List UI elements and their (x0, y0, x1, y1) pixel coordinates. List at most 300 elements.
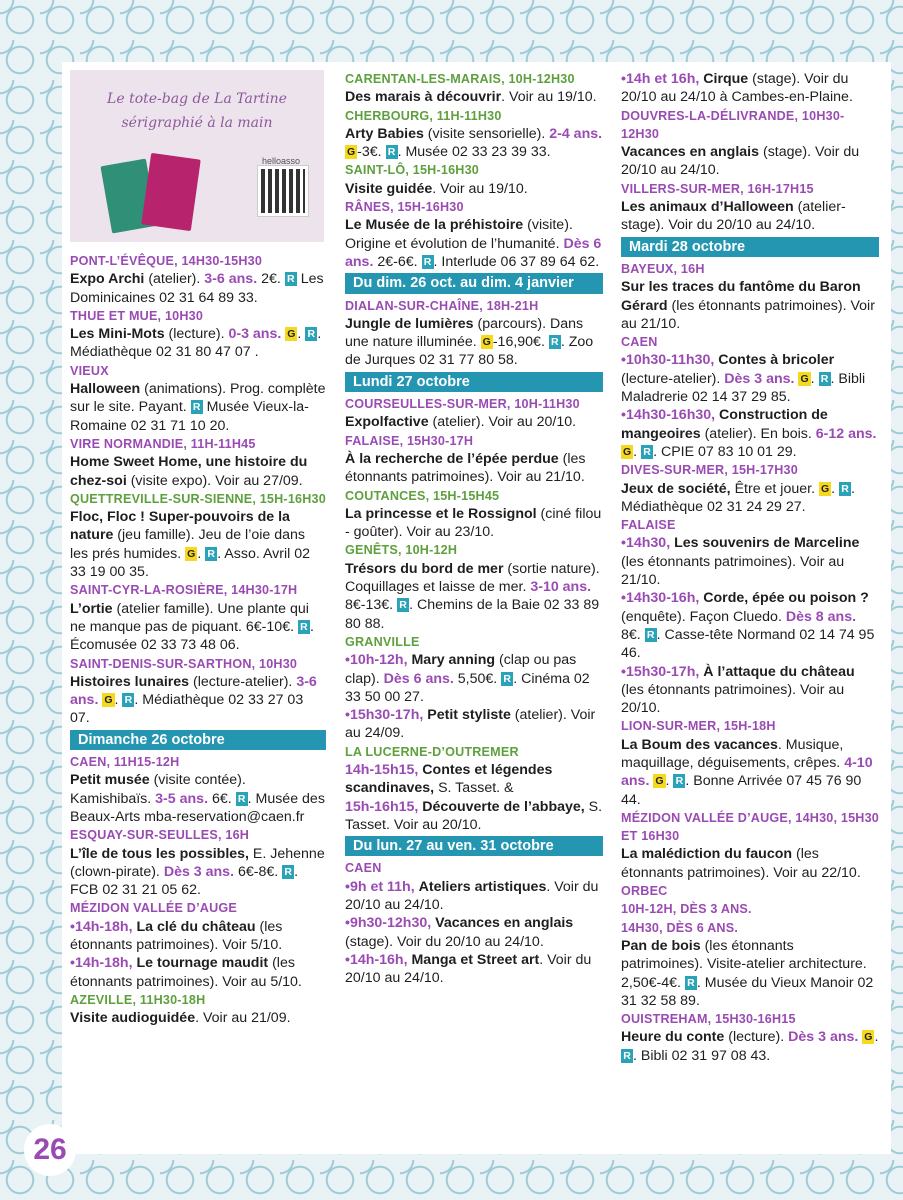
event-entry: Histoires lunaires (lecture-atelier). 3-6 ans. G . R . Médiathèque 02 33 27 03 07. (70, 673, 317, 727)
event-info: -16,90€. (492, 334, 549, 351)
event-desc: . Voir du 20/10 au 24/10. (345, 951, 592, 987)
event-title: La clé du château (136, 918, 256, 935)
event-entry (70, 270, 326, 307)
event-title: Expolfactive (345, 414, 429, 431)
city-heading: GRANVILLE (345, 634, 420, 649)
event-block (345, 395, 603, 432)
event-entry (70, 845, 326, 900)
event-block (621, 333, 879, 461)
city-heading: CAEN (621, 335, 658, 350)
reservation-badge-icon: R (397, 598, 409, 612)
free-badge-icon: G (655, 775, 664, 788)
event-title: Visite guidée (345, 180, 433, 197)
event-time: 10h-12h, (349, 652, 408, 669)
event-entry (345, 560, 603, 633)
event-desc: (les étonnants patrimoines). Visite-atelier architecture. 2,50€-4€. (621, 937, 867, 991)
event-desc: (stage). Voir du 20/10 au 24/10. (621, 144, 860, 179)
event-desc: . Voir au 19/10. (432, 180, 528, 197)
event-desc: (les étonnants patrimoines). Voir au 5/10. (70, 955, 302, 990)
event-title: Découverte de l’abbaye, (422, 798, 585, 815)
event-title: Home Sweet Home, une histoire du chez-soi (70, 454, 308, 489)
event-entry (621, 198, 879, 235)
event-entry: Heure du conte (lecture). Dès 3 ans. G . R . Bibli 02 31 97 08 43. (621, 1029, 879, 1064)
event-title: Halloween (70, 381, 141, 398)
date-bar: Dimanche 26 octobre (70, 730, 326, 750)
event-info: . Zoo de Jurques 02 31 77 80 58. (345, 334, 594, 369)
free-badge-icon: G (347, 146, 356, 159)
city-heading: VIEUX (70, 363, 109, 378)
event-title: Petit styliste (427, 707, 511, 724)
city-heading: BAYEUX, 16H (621, 261, 705, 276)
event-entry (621, 278, 879, 333)
event-desc: (enquête). Façon Cluedo. (621, 608, 786, 625)
city-heading: RÂNES, 15H-16H30 (345, 200, 464, 215)
city-heading: SAINT-DENIS-SUR-SARTHON, 10H30 (70, 656, 298, 671)
event-time: 15h-16h15, (345, 798, 419, 815)
reservation-badge-icon: R (839, 482, 851, 496)
age-range: Dès 3 ans. (788, 1029, 859, 1046)
reservation-badge-icon: R (673, 774, 685, 788)
event-block (345, 198, 603, 271)
city-heading: MÉZIDON VALLÉE D’AUGE (70, 901, 237, 916)
event-desc: (atelier famille). Une plante qui ne manque pas de piquant. 6€-10€. (70, 600, 309, 635)
event-info: -3€. (357, 144, 386, 161)
city-heading: CHERBOURG, 11H-11H30 (345, 108, 502, 123)
event-title: Mary anning (411, 652, 496, 669)
event-title: Manga et Street art (411, 951, 540, 968)
event-title: Sur les traces du fantôme du Baron Gérard (621, 279, 861, 314)
event-desc: (visite sensorielle). (423, 125, 550, 142)
event-desc: . Voir du 20/10 au 24/10. (345, 878, 599, 914)
reservation-badge-icon: R (285, 272, 297, 286)
event-entry (345, 216, 603, 271)
reservation-badge-icon: R (501, 672, 513, 686)
event-info: . Asso. Avril 02 33 19 00 35. (70, 545, 310, 581)
event-desc: (les étonnants patrimoines). Voir au 20/10. (621, 681, 845, 717)
event-info: . Chemins de la Baie 02 33 89 80 88. (345, 597, 600, 632)
event-desc: (animations). Prog. complète sur le site. Payant. (70, 381, 326, 416)
reservation-badge-icon: R (282, 865, 294, 879)
event-time: 14h30, (625, 535, 671, 552)
event-block (621, 260, 879, 333)
event-block (70, 362, 326, 435)
event-desc: . Musique, maquillage, déguisements, crêpes. (621, 736, 845, 771)
free-badge-icon: G (623, 445, 632, 458)
promo-tote-bag (70, 70, 324, 242)
reservation-badge-icon: R (641, 445, 653, 459)
event-title: L’île de tous les possibles, (70, 845, 249, 862)
event-info: . Bonne Arrivée 07 45 76 90 44. (621, 773, 862, 808)
event-title: Visite audioguidée (70, 1010, 196, 1027)
event-info: . Médiathèque 02 33 27 03 07. (70, 692, 304, 727)
event-desc: S. Tasset. Voir au 20/10. (345, 798, 603, 833)
event-block (621, 461, 879, 516)
reservation-badge-icon: R (645, 628, 657, 642)
bullet-dot: • (621, 71, 626, 87)
event-info: . Interlude 06 37 89 64 62. (433, 253, 600, 270)
event-title: Heure du conte (621, 1029, 725, 1046)
bullet-dot: • (621, 352, 626, 369)
city-heading: AZEVILLE, 11H30-18H (70, 992, 206, 1007)
bullet-dot: • (345, 878, 350, 895)
event-block (621, 882, 879, 1010)
reservation-badge-icon: R (298, 620, 310, 634)
event-title: Petit musée (70, 772, 150, 789)
bullet-dot: • (621, 663, 626, 680)
event-desc: (visite). Origine et évolution de l’humanité. (345, 217, 573, 252)
event-desc: (stage). Voir du 20/10 au 24/10 à Cambes-en-Plaine. (621, 71, 853, 106)
age-range: 3-6 ans. (70, 673, 317, 709)
event-title: Cirque (703, 71, 749, 87)
city-heading: DOUVRES-LA-DÉLIVRANDE, 10H30-12H30 (621, 108, 845, 141)
event-block (345, 107, 603, 162)
event-info: . Écomusée 02 33 73 48 06. (70, 618, 314, 654)
event-info: . FCB 02 31 21 05 62. (70, 863, 299, 899)
age-range: 2-4 ans. (549, 125, 603, 142)
city-heading: VILLERS-SUR-MER, 16H-17H15 (621, 181, 814, 196)
helloasso-label: helloasso (262, 156, 301, 166)
event-title: L’ortie (70, 600, 113, 617)
event-block (621, 516, 879, 717)
event-desc: (clap ou pas clap). (345, 652, 577, 687)
time-line: 14H30, DÈS 6 ANS. (621, 920, 739, 935)
event-desc: (ciné filou - goûter). Voir au 23/10. (345, 505, 602, 541)
event-desc: (atelier-stage). Voir du 20/10 au 24/10. (621, 199, 846, 234)
event-block (345, 297, 603, 370)
event-block (70, 899, 326, 990)
event-entry (70, 771, 326, 826)
city-heading: VIRE NORMANDIE, 11H-11H45 (70, 436, 256, 451)
event-entry (345, 315, 603, 370)
city-heading: FALAISE (621, 518, 676, 533)
event-title: Contes à bricoler (718, 352, 835, 369)
age-range: Dès 6 ans. (383, 670, 454, 687)
event-block (345, 859, 603, 987)
city-heading: COUTANCES, 15H-15H45 (345, 488, 500, 503)
event-desc: (les étonnants patrimoines). Voir 5/10. (70, 918, 283, 953)
event-title: Les Mini-Mots (70, 326, 165, 343)
event-desc: E. Jehenne (clown-pirate). (70, 845, 325, 880)
event-entry: Floc, Floc ! Super-pouvoirs de la nature (jeu famille). Jeu de l’oie dans les prés humides. G . R . Asso. Avril 02 33 19 00 35. (70, 509, 310, 581)
event-price: 6€-8€. (234, 863, 283, 880)
event-desc: (stage). Voir du 20/10 au 24/10. (345, 933, 544, 950)
event-desc: (les étonnants patrimoines). Voir au 21/10. (621, 297, 875, 332)
bullet-dot: • (345, 915, 350, 932)
event-info: . Médiathèque 02 31 24 29 27. (621, 480, 855, 515)
event-title: Construction de mangeoires (621, 407, 828, 442)
city-heading: CAEN (345, 861, 382, 876)
event-desc: (visite contée). Kamishibaïs. (70, 772, 246, 807)
reservation-badge-icon: R (205, 547, 217, 561)
event-entry (621, 845, 879, 882)
event-title: La princesse et le Rossignol (345, 505, 537, 522)
event-desc: . Voir au 19/10. (501, 89, 597, 106)
event-info: . Bibli 02 31 97 08 43. (633, 1047, 771, 1064)
free-badge-icon: G (287, 328, 296, 341)
event-entry (345, 88, 603, 106)
event-entry (621, 589, 879, 662)
event-time: 10h30-11h30, (625, 352, 715, 369)
event-entry (345, 505, 603, 542)
free-badge-icon: G (482, 336, 491, 349)
event-desc: . Voir au 21/09. (195, 1010, 291, 1027)
event-desc: Être et jouer. (730, 480, 819, 497)
event-block (621, 717, 879, 808)
event-info: . Musée du Vieux Manoir 02 31 32 58 89. (621, 974, 874, 1009)
event-block (621, 809, 879, 882)
column-1 (70, 70, 326, 1027)
event-desc: (lecture). (724, 1029, 789, 1046)
event-entry: Les Mini-Mots (lecture). 0-3 ans. G . R . Médiathèque 02 31 80 47 07 . (70, 326, 322, 361)
event-time: 9h et 11h, (349, 878, 415, 895)
event-entry (621, 143, 879, 180)
event-info: . Cinéma 02 33 50 00 27. (345, 670, 590, 705)
event-block (70, 490, 326, 581)
city-heading: CARENTAN-LES-MARAIS, 10H-12H30 (345, 72, 575, 86)
promo-line-1: Le tote-bag de La Tartine (107, 91, 287, 107)
event-entry (345, 450, 603, 487)
age-range: 4-10 ans. (621, 754, 873, 790)
agenda-page (62, 62, 891, 1154)
age-range: 3-10 ans. (530, 579, 592, 596)
event-time: 9h30-12h30, (349, 915, 432, 932)
event-info: Les Dominicaines 02 31 64 89 33. (70, 271, 324, 306)
city-heading: SAINT-CYR-LA-ROSIÈRE, 14H30-17H (70, 583, 298, 598)
event-time: 14h-18h, (74, 918, 133, 935)
bullet-dot: • (345, 951, 350, 968)
city-heading: SAINT-LÔ, 15H-16H30 (345, 163, 479, 178)
date-bar: Mardi 28 octobre (621, 237, 879, 257)
event-title: Les souvenirs de Marceline (674, 535, 860, 552)
event-block (70, 307, 326, 362)
reservation-badge-icon: R (122, 693, 134, 707)
city-heading: LA LUCERNE-D’OUTREMER (345, 744, 519, 759)
city-heading: PONT-L’ÉVÊQUE, 14H30-15H30 (70, 254, 263, 268)
event-price: 2€. (257, 271, 285, 288)
event-title: À l’attaque du château (703, 663, 855, 680)
event-title: Jungle de lumières (345, 315, 474, 332)
event-title: Corde, épée ou poison ? (703, 590, 869, 607)
event-desc: (les étonnants patrimoines). Voir au 21/10. (621, 553, 845, 589)
event-block (70, 991, 326, 1028)
event-desc: (sortie nature). Coquillages et laisse de mer. (345, 560, 600, 596)
event-price: 2€-6€. (373, 253, 422, 270)
age-range: Dès 8 ans. (785, 608, 857, 625)
event-info: Musée Vieux-la-Romaine 02 31 71 10 20. (70, 399, 309, 434)
event-price: 8€-13€. (345, 597, 398, 614)
event-time: 14h-16h, (349, 951, 408, 968)
event-entry (345, 125, 603, 162)
event-entry (70, 453, 326, 490)
event-desc: (les étonnants patrimoines). Voir au 21/10. (345, 450, 586, 486)
event-info: . CPIE 07 83 10 01 29. (653, 443, 797, 460)
event-block (345, 541, 603, 632)
event-entry (70, 954, 326, 991)
event-block (345, 487, 603, 542)
event-entry (345, 761, 603, 798)
event-block (621, 180, 879, 235)
event-entry (345, 651, 603, 706)
event-entry (345, 951, 603, 988)
reservation-badge-icon: R (422, 255, 434, 269)
event-entry: •14h30-16h30, Construction de mangeoires (atelier). En bois. 6-12 ans. G . R . CPIE 07 83 10 01 29. (621, 407, 877, 460)
free-badge-icon: G (104, 694, 113, 707)
event-entry (345, 798, 603, 835)
event-price: 5,50€. (453, 670, 502, 687)
event-entry (621, 937, 879, 1010)
age-range: 3-5 ans. (155, 790, 209, 807)
reservation-badge-icon: R (819, 372, 831, 386)
bullet-dot: • (621, 407, 626, 424)
time-line: 10H-12H, DÈS 3 ANS. (621, 902, 752, 917)
age-range: 6-12 ans. (815, 425, 877, 442)
bullet-dot: • (345, 652, 350, 669)
city-heading: FALAISE, 15H30-17H (345, 433, 474, 448)
event-info: . Casse-tête Normand 02 14 74 95 46. (621, 626, 875, 662)
reservation-badge-icon: R (305, 327, 317, 341)
event-block (345, 432, 603, 487)
reservation-badge-icon: R (549, 335, 561, 349)
event-desc: (atelier). Voir au 24/09. (345, 707, 596, 742)
reservation-badge-icon: R (685, 976, 697, 990)
event-entry (621, 663, 879, 718)
event-time: 14h-18h, (74, 955, 133, 972)
event-entry (70, 918, 326, 955)
free-badge-icon: G (820, 482, 830, 495)
event-info: . Bibli Maladrerie 02 14 37 29 85. (621, 370, 866, 406)
event-desc: (les étonnants patrimoines). Voir au 22/10. (621, 846, 861, 881)
event-block (70, 753, 326, 826)
event-block (345, 633, 603, 743)
qr-code-icon (258, 166, 308, 216)
date-bar: Lundi 27 octobre (345, 372, 603, 392)
city-heading: QUETTREVILLE-SUR-SIENNE, 15H-16H30 (70, 491, 326, 506)
bullet-dot: • (70, 955, 75, 972)
promo-line-2: sérigraphié à la main (121, 115, 273, 131)
event-title: La Boum des vacances (621, 736, 778, 753)
event-time: 15h30-17h, (349, 707, 424, 724)
event-title: Vacances en anglais (435, 915, 574, 932)
event-desc: (atelier). (144, 271, 205, 288)
event-entry (70, 380, 326, 435)
event-info: . Médiathèque 02 31 80 47 07 . (70, 326, 322, 361)
city-heading: LION-SUR-MER, 15H-18H (621, 719, 776, 734)
event-time: 14h30-16h30, (625, 407, 716, 424)
reservation-badge-icon: R (191, 400, 203, 414)
event-price: 8€. (621, 626, 645, 643)
event-entry (621, 70, 879, 107)
free-badge-icon: G (187, 547, 196, 560)
event-block (345, 161, 603, 198)
event-desc: (atelier). En bois. (700, 425, 816, 442)
event-entry (345, 706, 603, 743)
event-entry (345, 878, 603, 915)
event-entry (345, 914, 603, 951)
age-range: 0-3 ans. (228, 326, 282, 343)
event-title: Ateliers artistiques (418, 878, 547, 895)
event-time: 15h30-17h, (625, 663, 700, 680)
event-block (70, 655, 326, 728)
event-title: Histoires lunaires (70, 673, 190, 690)
event-title: Arty Babies (345, 125, 424, 142)
city-heading: GENÊTS, 10H-12H (345, 543, 458, 558)
age-range: 3-6 ans. (204, 271, 258, 288)
event-title: À la recherche de l’épée perdue (345, 450, 559, 467)
event-title: Les animaux d’Halloween (621, 199, 794, 216)
event-title: Trésors du bord de mer (345, 560, 504, 577)
city-heading: MÉZIDON VALLÉE D’AUGE, 14H30, 15H30 ET 16H30 (621, 810, 880, 844)
age-range: Dès 3 ans. (163, 863, 235, 880)
event-title: Le Musée de la préhistoire (345, 217, 524, 234)
city-heading: CAEN, 11H15-12H (70, 755, 180, 770)
event-entry (70, 600, 326, 655)
event-desc: (atelier). Voir au 20/10. (428, 414, 577, 431)
free-badge-icon: G (864, 1031, 873, 1044)
event-title: Des marais à découvrir (345, 89, 502, 106)
reservation-badge-icon: R (386, 145, 398, 159)
event-entry (345, 180, 603, 198)
event-title: Floc, Floc ! Super-pouvoirs de la nature (70, 509, 290, 544)
event-title: Vacances en anglais (621, 144, 760, 161)
age-range: Dès 6 ans. (345, 235, 602, 270)
city-heading: THUE ET MUE, 10H30 (70, 308, 204, 323)
event-block (70, 435, 326, 490)
reservation-badge-icon: R (236, 792, 248, 806)
event-title: Contes et légendes scandinaves, (345, 761, 553, 797)
bullet-dot: • (345, 707, 350, 724)
event-block (70, 252, 326, 307)
column-3 (621, 70, 879, 1065)
city-heading: DIALAN-SUR-CHAÎNE, 18H-21H (345, 298, 539, 313)
event-entry: La Boum des vacances. Musique, maquillage, déguisements, crêpes. 4-10 ans. G . R . Bonne Arrivée 07 45 76 90 44. (621, 736, 873, 808)
event-block (70, 826, 326, 899)
event-entry (345, 413, 603, 431)
event-title: Pan de bois (621, 937, 701, 954)
event-price: 6€. (208, 790, 236, 807)
city-heading: ORBEC (621, 884, 668, 899)
city-heading: OUISTREHAM, 15H30-16H15 (621, 1012, 796, 1027)
event-block (345, 70, 603, 107)
pink-tote-bag-image (141, 153, 201, 231)
event-block (345, 743, 603, 834)
event-time: 14h et 16h, (625, 71, 700, 87)
event-info: . Musée des Beaux-Arts mba-reservation@caen.fr (70, 790, 325, 825)
event-desc: (jeu famille). Jeu de l’oie dans les prés humides. (70, 527, 305, 562)
event-desc: (lecture). (164, 326, 229, 343)
bullet-dot: • (621, 535, 626, 552)
event-info: . Musée 02 33 23 39 33. (397, 144, 551, 161)
reservation-badge-icon: R (621, 1049, 633, 1063)
event-entry (621, 534, 879, 589)
column-2 (345, 70, 603, 988)
bullet-dot: • (621, 590, 626, 607)
date-bar: Du dim. 26 oct. au dim. 4 janvier (345, 273, 603, 293)
event-time: 14h-15h15, (345, 761, 419, 778)
event-block (621, 70, 879, 107)
event-block (621, 107, 879, 180)
bullet-dot: • (70, 918, 75, 935)
event-title: Expo Archi (70, 271, 145, 288)
event-entry: Jeux de société, Être et jouer. G . R . Médiathèque 02 31 24 29 27. (621, 480, 855, 515)
event-title: La malédiction du faucon (621, 846, 793, 863)
event-desc: S. Tasset. & (434, 780, 514, 797)
city-heading: ESQUAY-SUR-SEULLES, 16H (70, 828, 250, 843)
event-desc: (lecture-atelier). (621, 370, 725, 387)
event-block (621, 1010, 879, 1065)
event-entry: •10h30-11h30, Contes à bricoler (lecture-atelier). Dès 3 ans. G . R . Bibli Maladrerie 02 14 37 29 85. (621, 352, 866, 406)
event-title: Le tournage maudit (136, 955, 269, 972)
event-entry (70, 1009, 326, 1027)
